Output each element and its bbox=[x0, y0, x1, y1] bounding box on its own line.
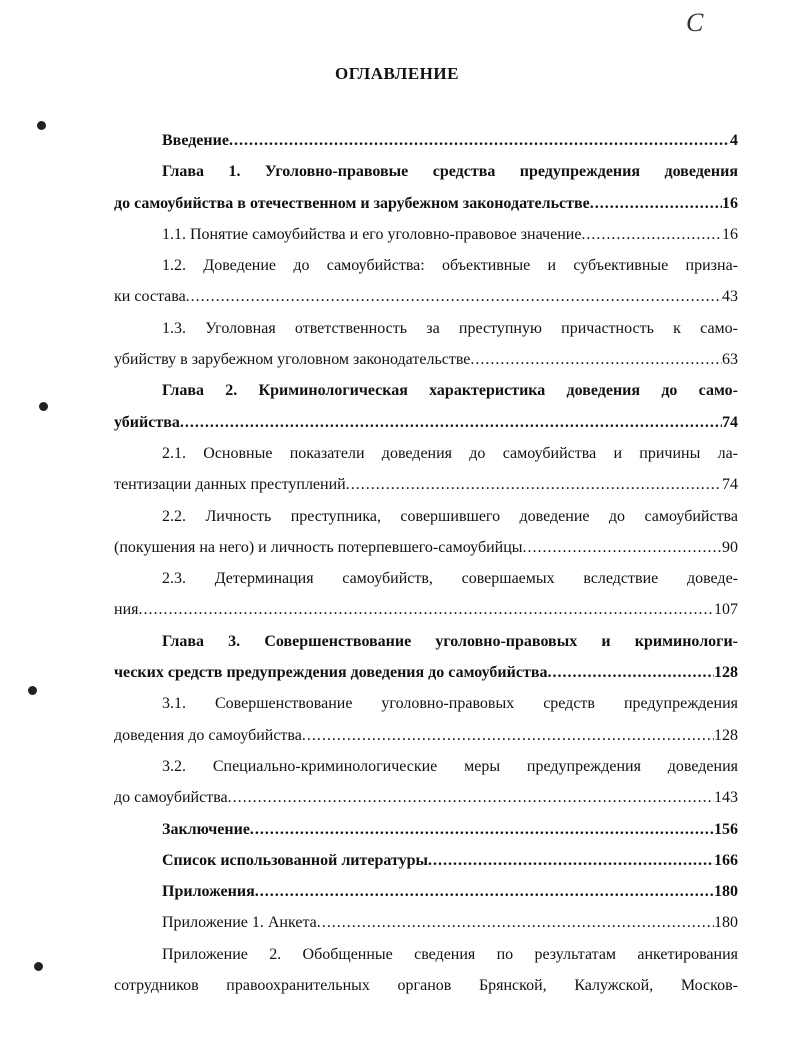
toc-entry-section-3-1-line1: 3.1. Совершенствование уголовно-правовых средств предупреждения bbox=[162, 695, 738, 713]
toc-entry-section-1-3-line2: убийству в зарубежном уголовном законодательстве ..... 63 bbox=[114, 344, 738, 375]
toc-entry-chapter-3-line1: Глава 3. Совершенствование уголовно-правовых и криминологи- bbox=[162, 632, 738, 650]
toc-entry-chapter-3-line2: ческих средств предупреждения доведения до самоубийства ..... 128 bbox=[114, 657, 738, 688]
toc-entry-appendix-2-line2: сотрудников правоохранительных органов Брянской, Калужской, Москов- bbox=[114, 977, 738, 995]
toc-entry-section-2-2-line2: (покушения на него) и личность потерпевшего-самоубийцы ..... 90 bbox=[114, 532, 738, 563]
toc-entry-section-2-1-line1: 2.1. Основные показатели доведения до самоубийства и причины ла- bbox=[162, 444, 738, 462]
toc-entry-section-1-2-line1: 1.2. Доведение до самоубийства: объективные и субъективные призна- bbox=[162, 257, 738, 275]
toc-entry-section-3-1-line2: доведения до самоубийства ..... 128 bbox=[114, 720, 738, 751]
toc-entry-chapter-1-line2: до самоубийства в отечественном и зарубежном законодательстве ..... 16 bbox=[114, 188, 738, 219]
toc-entry-section-3-2-line1: 3.2. Специально-криминологические меры предупреждения доведения bbox=[162, 757, 738, 775]
toc-entry-section-2-2-line1: 2.2. Личность преступника, совершившего доведение до самоубийства bbox=[162, 507, 738, 525]
toc-entry-appendices: Приложения ..... 180 bbox=[114, 876, 738, 907]
toc-entry-literature: Список использованной литературы ..... 166 bbox=[114, 845, 738, 876]
toc-entry-appendix-1: Приложение 1. Анкета ..... 180 bbox=[114, 907, 738, 938]
page-title: ОГЛАВЛЕНИЕ bbox=[335, 64, 459, 83]
punch-hole-mark bbox=[34, 962, 43, 971]
toc-entry-section-1-3-line1: 1.3. Уголовная ответственность за преступную причастность к само- bbox=[162, 319, 738, 337]
toc-entry-section-1-2-line2: ки состава ..... 43 bbox=[114, 281, 738, 312]
toc-entry-section-2-3-line2: ния ..... 107 bbox=[114, 594, 738, 625]
toc-entry-conclusion: Заключение ..... 156 bbox=[114, 814, 738, 845]
toc-entry-chapter-2-line1: Глава 2. Криминологическая характеристика доведения до само- bbox=[162, 382, 738, 400]
table-of-contents bbox=[114, 125, 738, 1001]
toc-entry-chapter-2-line2: убийства ..... 74 bbox=[114, 407, 738, 438]
toc-entry-chapter-1-line1: Глава 1. Уголовно-правовые средства предупреждения доведения bbox=[162, 163, 738, 181]
toc-entry-appendix-2-line1: Приложение 2. Обобщенные сведения по результатам анкетирования bbox=[162, 945, 738, 963]
page-mark: C bbox=[686, 8, 704, 37]
punch-hole-mark bbox=[37, 121, 46, 130]
punch-hole-mark bbox=[28, 686, 37, 695]
toc-entry-section-2-1-line2: тентизации данных преступлений ..... 74 bbox=[114, 469, 738, 500]
toc-entry-section-2-3-line1: 2.3. Детерминация самоубийств, совершаемых вследствие доведе- bbox=[162, 570, 738, 588]
toc-entry-section-3-2-line2: до самоубийства ..... 143 bbox=[114, 782, 738, 813]
toc-entry-section-1-1: 1.1. Понятие самоубийства и его уголовно-правовое значение ..... 16 bbox=[114, 219, 738, 250]
toc-entry-intro: Введение ..... 4 bbox=[114, 125, 738, 156]
punch-hole-mark bbox=[39, 402, 48, 411]
